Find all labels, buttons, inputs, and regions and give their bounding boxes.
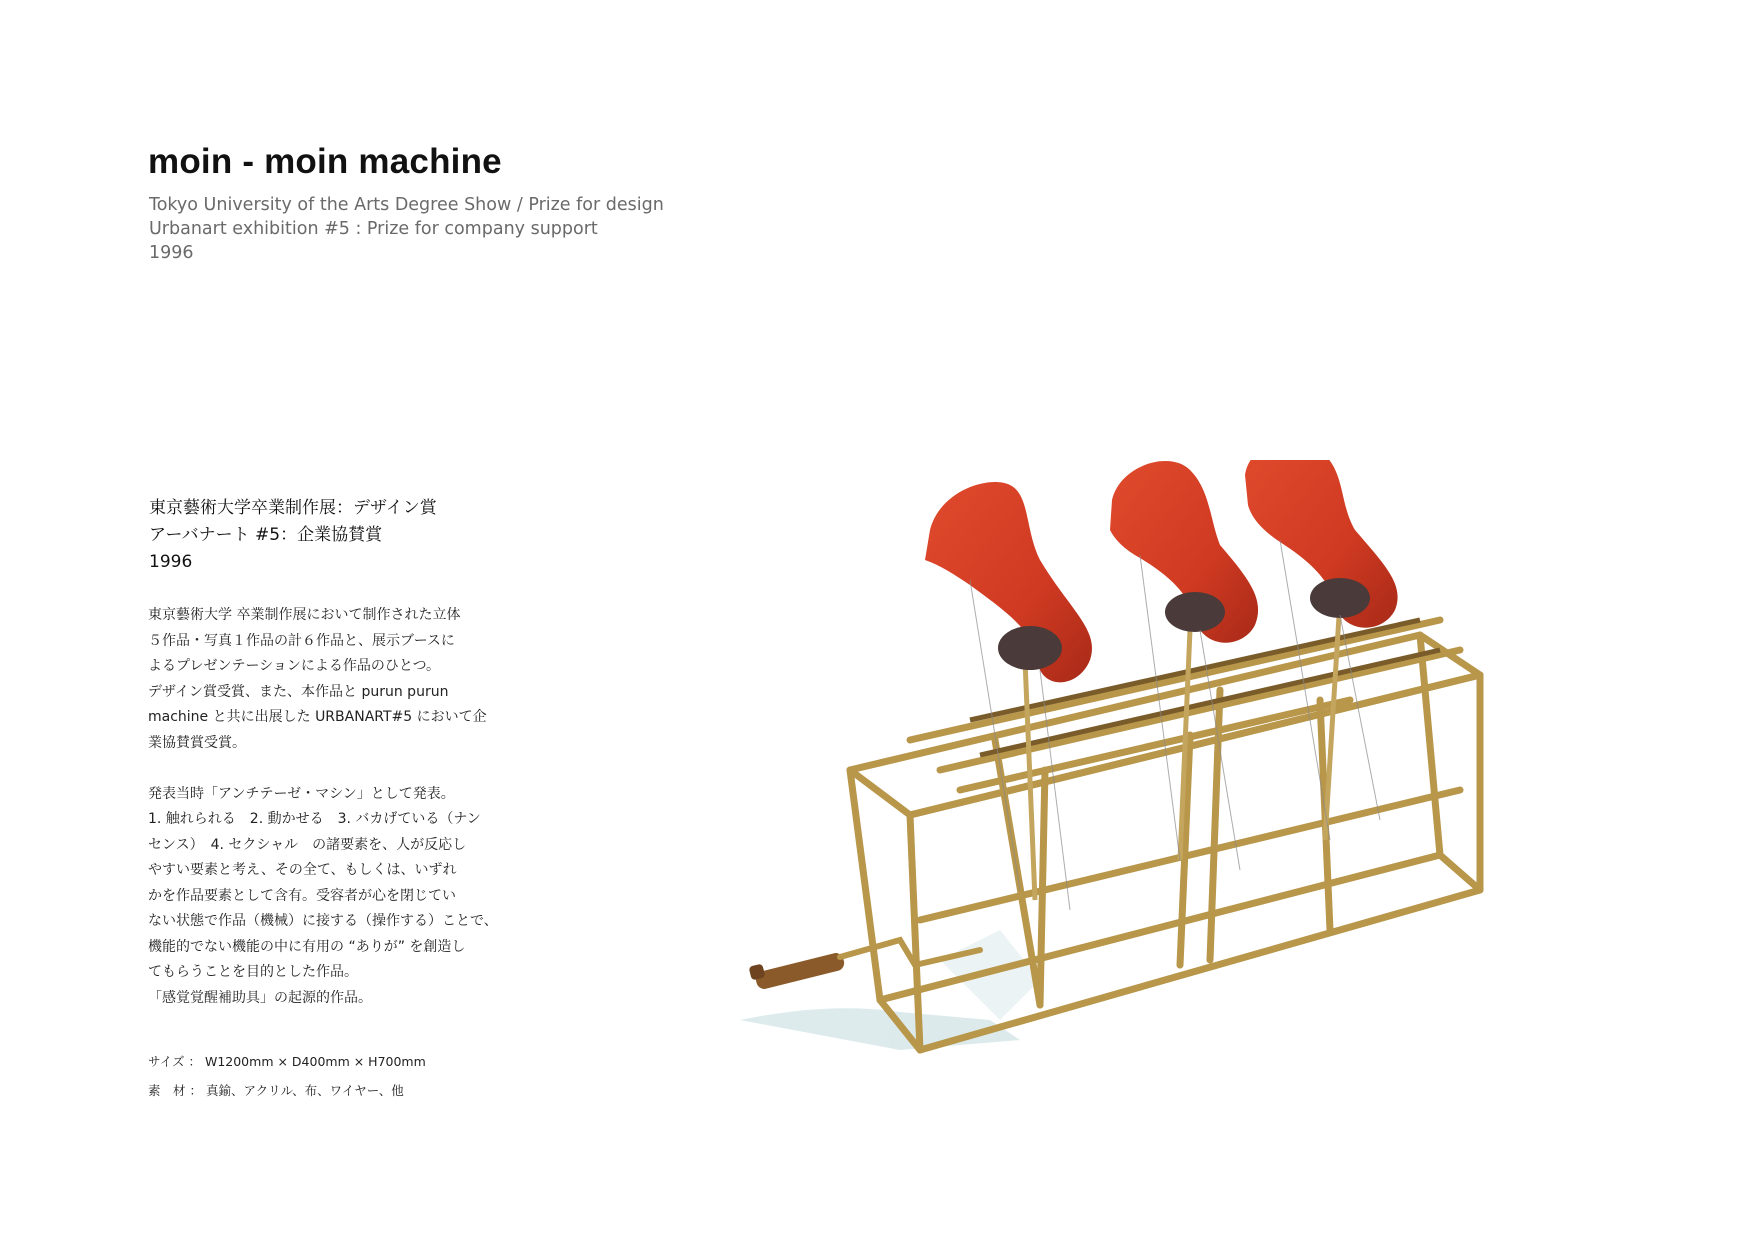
description-line: 機能的でない機能の中に有用の “ありが” を創造し — [148, 938, 466, 955]
description-line: ５作品・写真１作品の計６作品と、展示ブースに — [148, 632, 455, 649]
description-line: 「感覚覚醒補助具」の起源的作品。 — [148, 989, 372, 1006]
description-line: 東京藝術大学 卒業制作展において制作された立体 — [148, 607, 461, 623]
jp-header-line-urbanart: アーバナート #5：企業協賛賞 — [149, 525, 383, 545]
subtitle-line-year: 1996 — [149, 243, 194, 263]
description-line: てもらうことを目的とした作品。 — [148, 964, 358, 980]
spec-material — [148, 1081, 404, 1099]
description-line: 業協賛賞受賞。 — [148, 734, 246, 751]
red-head-right — [1245, 460, 1398, 628]
subtitle-line-urbanart: Urbanart exhibition #5 : Prize for company support — [149, 219, 598, 239]
description-body — [148, 603, 498, 1011]
description-line: 1. 触れられる 2. 動かせる 3. バカげている（ナン — [148, 811, 481, 827]
spec-size-value: W1200mm × D400mm × H700mm — [204, 1054, 426, 1069]
jp-header-line-degree-show: 東京藝術大学卒業制作展：デザイン賞 — [149, 498, 437, 518]
brass-frame — [850, 620, 1480, 1050]
jp-header-block — [149, 495, 437, 576]
page-title: moin - moin machine — [148, 142, 502, 181]
artwork-photo — [740, 460, 1640, 1110]
description-line: センス） 4. セクシャル の諸要素を、人が反応し — [148, 836, 467, 853]
spec-material-value: 真鍮、アクリル、布、ワイヤー、他 — [205, 1083, 404, 1098]
spec-size-label: サイズ ： — [148, 1054, 201, 1069]
subtitle-line-degree-show: Tokyo University of the Arts Degree Show / Prize for design — [149, 195, 664, 215]
spec-size — [148, 1052, 426, 1070]
jp-header-line-year: 1996 — [149, 552, 193, 572]
description-line: よるプレゼンテーションによる作品のひとつ。 — [148, 658, 441, 674]
spec-material-label: 素 材 ： — [148, 1083, 202, 1098]
description-line: ない状態で作品（機械）に接する（操作する）ことで、 — [148, 913, 498, 929]
red-head-left — [925, 482, 1092, 682]
paragraph-gap — [148, 756, 488, 782]
description-line: かを作品要素として含有。受容者が心を閉じてい — [148, 887, 456, 904]
description-line: デザイン賞受賞、また、本作品と purun purun — [148, 683, 449, 700]
description-line: やすい要素と考え、その全て、もしくは、いずれ — [148, 862, 457, 878]
description-line: machine と共に出展した URBANART#5 において企 — [148, 709, 487, 725]
red-head-middle — [1110, 461, 1258, 643]
subtitle-block — [149, 193, 664, 265]
description-line: 発表当時「アンチテーゼ・マシン」として発表。 — [148, 785, 455, 802]
